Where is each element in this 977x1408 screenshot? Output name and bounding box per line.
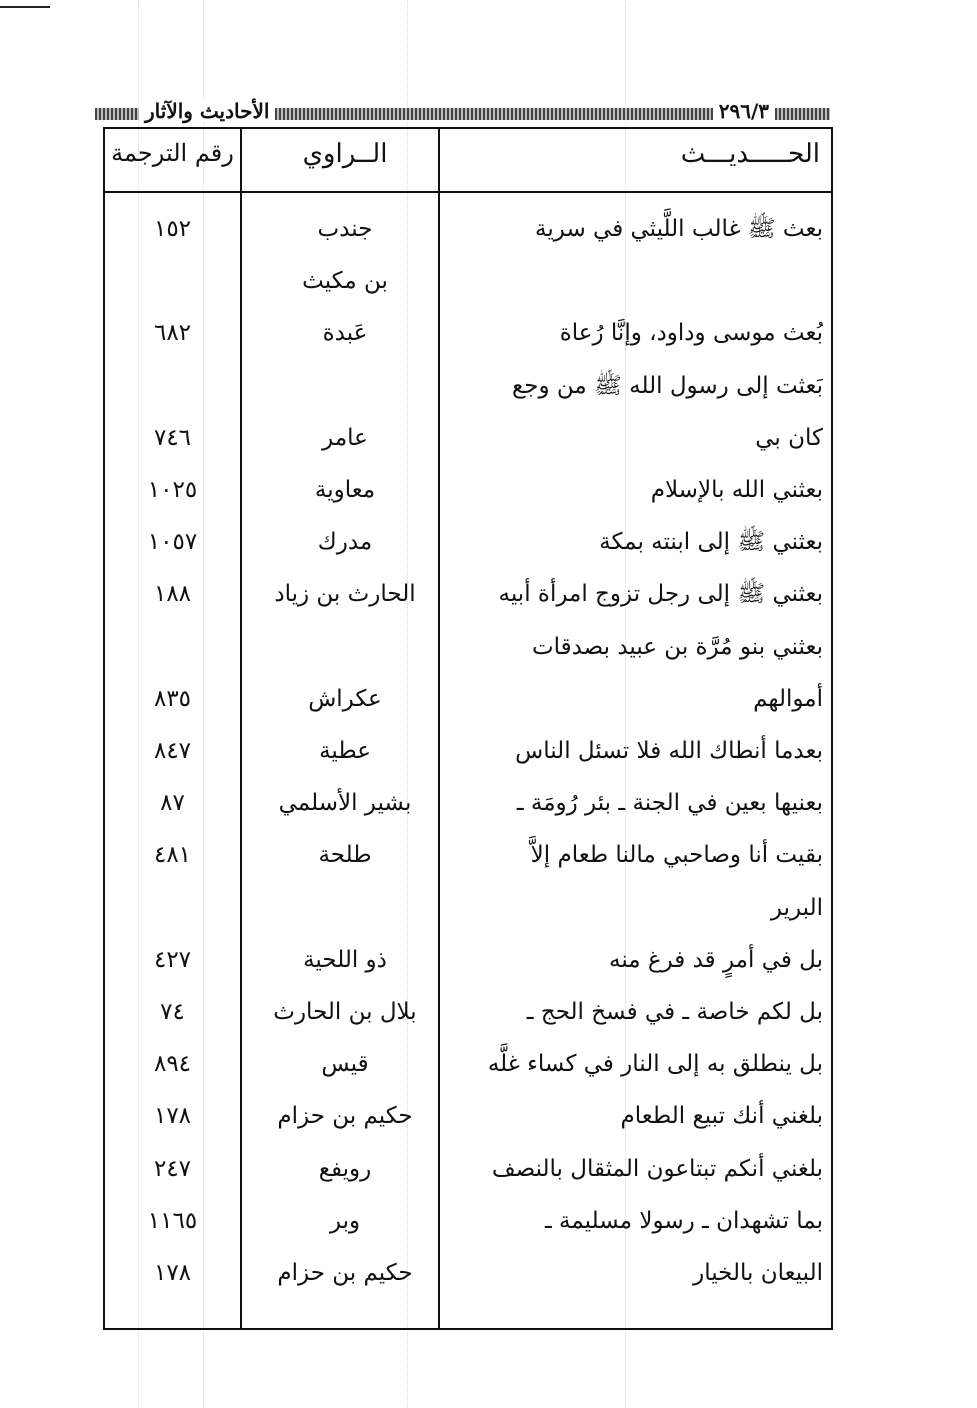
hadith-cell: بل في أمرٍ قد فرغ منه [608,946,823,973]
hadith-cell: بعنيها بعين في الجنة ـ بئر رُومَة ـ [516,790,823,817]
tarjama-number-cell: ٨٧ [160,790,185,817]
page-number: ٢٩٦/٣ [713,99,775,123]
tarjama-number-cell: ٨٣٥ [153,685,192,712]
tarjama-number-cell: ١٧٨ [153,1260,192,1286]
rawi-cell: معاوية [314,477,376,503]
tarjama-number-cell [105,255,240,307]
hadith-cell: بعثني ﷺ إلى رجل تزوج امرأة أبيه [498,581,823,608]
table-row [105,1038,831,1090]
hadith-cell: بما تشهدان ـ رسولا مسليمة ـ [544,1207,823,1234]
tarjama-number-cell: ٨٩٤ [153,1051,192,1078]
header-divider [105,191,831,193]
rawi-cell: جندب [317,216,373,242]
hadith-cell: بعثني الله بالإسلام [650,477,823,503]
tarjama-number-cell: ١١٦٥ [147,1207,198,1234]
page-header [95,101,830,123]
tarjama-number-cell: ٦٨٢ [153,320,192,347]
table-row [105,1143,831,1195]
hadith-cell [453,255,823,307]
table-row [105,412,831,464]
tarjama-number-cell [105,360,240,412]
table-row [105,673,831,725]
tarjama-number-cell: ٢٤٧ [153,1155,192,1182]
tarjama-number-cell [105,882,240,934]
rawi-cell: قيس [321,1051,369,1078]
book-title: الأحاديث والآثار [139,99,275,123]
hadith-cell: بل ينطلق به إلى النار في كساء غلَّه [487,1051,823,1078]
rawi-cell: طلحة [318,842,372,869]
table-row [105,934,831,986]
hadith-cell: البرير [770,894,823,921]
rawi-cell: حكيم بن حزام [277,1103,413,1130]
table-row [105,777,831,829]
tarjama-number-cell: ٤٢٧ [153,946,192,973]
rawi-cell: حكيم بن حزام [277,1260,413,1286]
column-header-rawi: الــراوي [302,139,388,169]
hadith-cell: بلغني أنكم تبتاعون المثقال بالنصف [491,1155,823,1182]
rawi-cell: بشير الأسلمي [278,790,412,817]
hadith-cell: بَعثت إلى رسول الله ﷺ من وجع [512,372,823,399]
table-row [105,1195,831,1247]
rawi-cell: الحارث بن زياد [274,581,416,608]
table-row [105,621,831,673]
table-row [105,1090,831,1142]
tarjama-number-cell: ١٨٨ [153,581,192,608]
hadith-cell: كان بي [755,424,823,451]
hadith-cell: بلغني أنك تبيع الطعام [620,1103,823,1130]
hadith-index-table [103,127,833,1330]
rawi-cell [252,360,438,412]
table-row [105,307,831,359]
hadith-cell: بُعث موسى وداود، وإنَّا رُعاة [559,320,823,347]
hadith-cell: بعث ﷺ غالب اللَّيثي في سرية [535,216,823,242]
rawi-cell: ذو اللحية [303,946,387,973]
table-row [105,986,831,1038]
tarjama-number-cell: ١٠٥٧ [147,529,198,556]
tarjama-number-cell [105,621,240,673]
table-row [105,882,831,934]
tarjama-number-cell: ١٧٨ [153,1103,192,1130]
hadith-cell: بعثني ﷺ إلى ابنته بمكة [599,529,823,556]
corner-rule [0,6,50,8]
rawi-cell: بلال بن الحارث [273,999,417,1025]
rawi-cell [252,621,438,673]
table-row [105,1247,831,1299]
tarjama-number-cell: ١٥٢ [153,216,192,242]
table-row [105,516,831,568]
hadith-cell: بعدما أنطاك الله فلا تسئل الناس [515,738,823,764]
tarjama-number-cell: ٧٤ [160,999,185,1025]
tarjama-number-cell: ٨٤٧ [153,738,192,764]
table-row [105,464,831,516]
rawi-cell: عطية [319,738,371,764]
rawi-cell: مدرك [317,529,373,556]
hadith-cell: بقيت أنا وصاحبي مالنا طعام إلاَّ [530,842,823,869]
table-row [105,725,831,777]
tarjama-number-cell: ٤٨١ [153,842,192,869]
tarjama-number-cell: ٧٤٦ [153,424,192,451]
table-row [105,360,831,412]
rawi-cell: رويفع [318,1155,372,1182]
table-row [105,829,831,881]
column-header-tarjama: رقم الترجمة [111,139,234,167]
rawi-cell: بن مكيث [302,268,388,295]
hadith-cell: أموالهم [753,685,823,712]
column-header-hadith: الحـــــديـــث [680,139,820,169]
rawi-cell [252,882,438,934]
rawi-cell: عكراش [308,685,382,712]
table-row [105,568,831,620]
rawi-cell: عَبدة [322,320,368,347]
hadith-cell: بل لكم خاصة ـ في فسخ الحج ـ [526,999,823,1025]
table-row [105,255,831,307]
hadith-cell: البيعان بالخيار [693,1260,823,1286]
rawi-cell: وبر [329,1207,361,1234]
rawi-cell: عامر [322,424,368,451]
tarjama-number-cell: ١٠٢٥ [147,477,198,503]
hadith-cell: بعثني بنو مُرَّة بن عبيد بصدقات [531,633,823,660]
table-row [105,203,831,255]
